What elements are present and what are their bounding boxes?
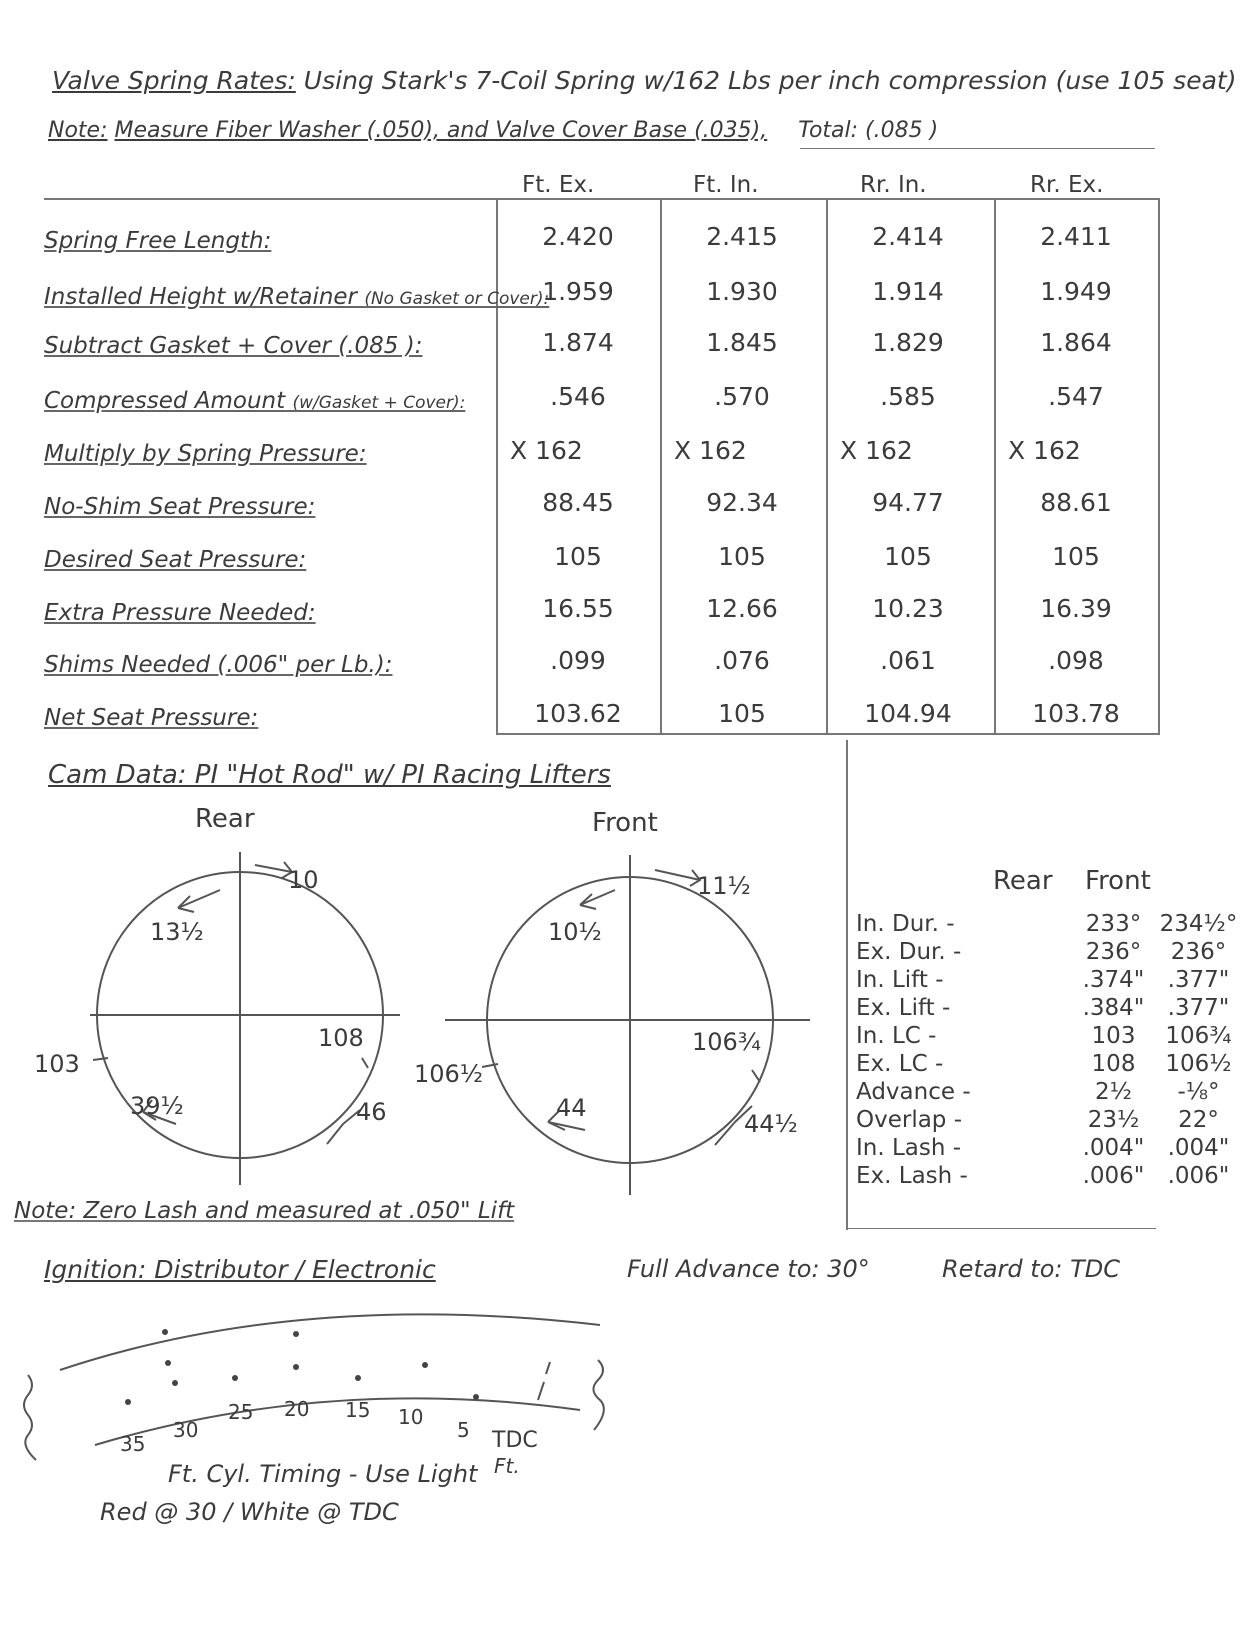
spec-row: In. LC - 103 106¾ (856, 1023, 1232, 1049)
table-cell: 104.94 (864, 699, 952, 728)
table-cell: 1.864 (1040, 328, 1112, 357)
col-header-ft-in: Ft. In. (693, 172, 759, 198)
ignition-label: Ignition: Distributor / Electronic (44, 1255, 436, 1284)
timing-mark-label: TDC (492, 1428, 538, 1453)
cam-note: Note: Zero Lash and measured at .050" Lift (14, 1198, 515, 1224)
title-text: Using Stark's 7-Coil Spring w/162 Lbs per inch compression (use 105 seat) (303, 66, 1237, 95)
spec-row: Ex. LC - 108 106½ (856, 1051, 1232, 1077)
table-cell: X 162 (840, 436, 913, 465)
timing-dot (232, 1375, 238, 1381)
table-cell: .585 (880, 382, 936, 411)
table-cell: 92.34 (706, 488, 778, 517)
timing-mark-label: 15 (345, 1398, 371, 1422)
spec-row: Ex. Lift - .384" .377" (856, 995, 1230, 1021)
timing-caption-line1: Ft. Cyl. Timing - Use Light (168, 1460, 478, 1488)
row-label-text: Compressed Amount (44, 388, 286, 414)
row-label-desired: Desired Seat Pressure: (44, 547, 307, 573)
table-cell: .546 (550, 382, 606, 411)
timing-dot (172, 1380, 178, 1386)
table-cell: 1.930 (706, 277, 778, 306)
timing-band-top (60, 1314, 600, 1370)
note-total: Total: (.085 ) (798, 118, 939, 143)
table-cell: .098 (1048, 646, 1104, 675)
row-label-net: Net Seat Pressure: (44, 705, 259, 731)
timing-mark-label: 30 (173, 1418, 199, 1442)
table-cell: 103.62 (534, 699, 622, 728)
spec-row: In. Dur. - 233° 234½° (856, 911, 1238, 937)
table-cell: 12.66 (706, 594, 778, 623)
rear-label-bottom-left: 39½ (130, 1092, 184, 1120)
table-cell: 2.414 (872, 222, 944, 251)
row-label-note: (No Gasket or Cover): (364, 289, 550, 309)
rear-label-top-right: 10 (288, 866, 319, 894)
row-label-subtract: Subtract Gasket + Cover (.085 ): (44, 333, 423, 359)
timing-dot (355, 1375, 361, 1381)
table-cell: 2.420 (542, 222, 614, 251)
table-cell: 1.874 (542, 328, 614, 357)
spec-row: In. Lash - .004" .004" (856, 1135, 1230, 1161)
front-label-bottom-right: 44½ (744, 1110, 798, 1138)
row-label-multiply: Multiply by Spring Pressure: (44, 441, 367, 467)
front-diagram-title: Front (592, 808, 658, 838)
table-cell: 105 (1052, 542, 1100, 571)
timing-dot (293, 1331, 299, 1337)
row-label-extra: Extra Pressure Needed: (44, 600, 316, 626)
spec-row: Advance - 2½ -⅛° (856, 1079, 1220, 1105)
front-label-top-right: 11½ (697, 872, 751, 900)
row-label-note: (w/Gasket + Cover): (292, 393, 466, 413)
row-label-no-shim: No-Shim Seat Pressure: (44, 494, 316, 520)
table-cell: .061 (880, 646, 936, 675)
table-cell: X 162 (1008, 436, 1081, 465)
timing-caption-line2: Red @ 30 / White @ TDC (100, 1498, 399, 1526)
table-cell: 103.78 (1032, 699, 1120, 728)
note-label: Note: (48, 118, 108, 143)
specs-header-rear: Rear (993, 866, 1053, 896)
timing-mark-label: 20 (284, 1397, 310, 1421)
table-cell: 2.411 (1040, 222, 1112, 251)
front-label-bottom-left: 44 (556, 1094, 587, 1122)
timing-dot (125, 1399, 131, 1405)
tdc-mark (546, 1362, 550, 1374)
table-cell: 1.914 (872, 277, 944, 306)
row-label-text: Installed Height w/Retainer (44, 284, 358, 310)
table-cell: 94.77 (872, 488, 944, 517)
rear-label-left: 103 (34, 1050, 80, 1078)
specs-header-front: Front (1085, 866, 1151, 896)
note-text: Measure Fiber Washer (.050), and Valve Cover Base (.035), (114, 118, 768, 143)
table-cell: 1.829 (872, 328, 944, 357)
table-cell: 88.45 (542, 488, 614, 517)
break-squiggle-left (24, 1375, 36, 1460)
table-cell: X 162 (674, 436, 747, 465)
table-cell: 2.415 (706, 222, 778, 251)
cam-data-title: Cam Data: PI "Hot Rod" w/ PI Racing Lifters (48, 760, 611, 790)
tdc-mark (538, 1382, 544, 1400)
timing-mark-label: 10 (398, 1405, 424, 1429)
timing-dot (165, 1360, 171, 1366)
timing-mark-label: 25 (228, 1400, 254, 1424)
spec-row: Ex. Lash - .006" .006" (856, 1163, 1230, 1189)
timing-caption-ft: Ft. (494, 1454, 520, 1478)
timing-dot (422, 1362, 428, 1368)
break-squiggle-right (593, 1360, 603, 1430)
rear-label-right: 108 (318, 1024, 364, 1052)
timing-mark-label: 35 (120, 1432, 146, 1456)
table-cell: 16.39 (1040, 594, 1112, 623)
table-cell: 1.845 (706, 328, 778, 357)
spec-row: Overlap - 23½ 22° (856, 1107, 1219, 1133)
timing-dot (162, 1329, 168, 1335)
row-label-shims: Shims Needed (.006" per Lb.): (44, 652, 393, 678)
rear-label-top-left: 13½ (150, 918, 204, 946)
table-cell: 16.55 (542, 594, 614, 623)
title-label: Valve Spring Rates: (52, 66, 296, 95)
col-header-ft-ex: Ft. Ex. (522, 172, 595, 198)
table-cell: 105 (884, 542, 932, 571)
front-label-right: 106¾ (692, 1028, 762, 1056)
table-cell: 88.61 (1040, 488, 1112, 517)
col-header-rr-ex: Rr. Ex. (1030, 172, 1104, 198)
table-cell: .099 (550, 646, 606, 675)
table-cell: .076 (714, 646, 770, 675)
table-cell: X 162 (510, 436, 583, 465)
row-label-free-length: Spring Free Length: (44, 228, 272, 254)
retard-to: Retard to: TDC (942, 1255, 1120, 1283)
front-label-left: 106½ (414, 1060, 484, 1088)
timing-dot (293, 1364, 299, 1370)
table-cell: 105 (718, 542, 766, 571)
table-cell: 105 (554, 542, 602, 571)
timing-dot (473, 1394, 479, 1400)
table-cell: .547 (1048, 382, 1104, 411)
col-header-rr-in: Rr. In. (860, 172, 927, 198)
table-cell: .570 (714, 382, 770, 411)
table-cell: 105 (718, 699, 766, 728)
full-advance: Full Advance to: 30° (627, 1255, 870, 1283)
spec-row: In. Lift - .374" .377" (856, 967, 1230, 993)
rear-label-bottom-right: 46 (356, 1098, 387, 1126)
table-cell: 1.949 (1040, 277, 1112, 306)
front-label-top-left: 10½ (548, 918, 602, 946)
timing-mark-label: 5 (457, 1418, 470, 1442)
table-cell: 10.23 (872, 594, 944, 623)
spec-row: Ex. Dur. - 236° 236° (856, 939, 1227, 965)
rear-diagram-title: Rear (195, 804, 255, 834)
table-cell: 1.959 (542, 277, 614, 306)
